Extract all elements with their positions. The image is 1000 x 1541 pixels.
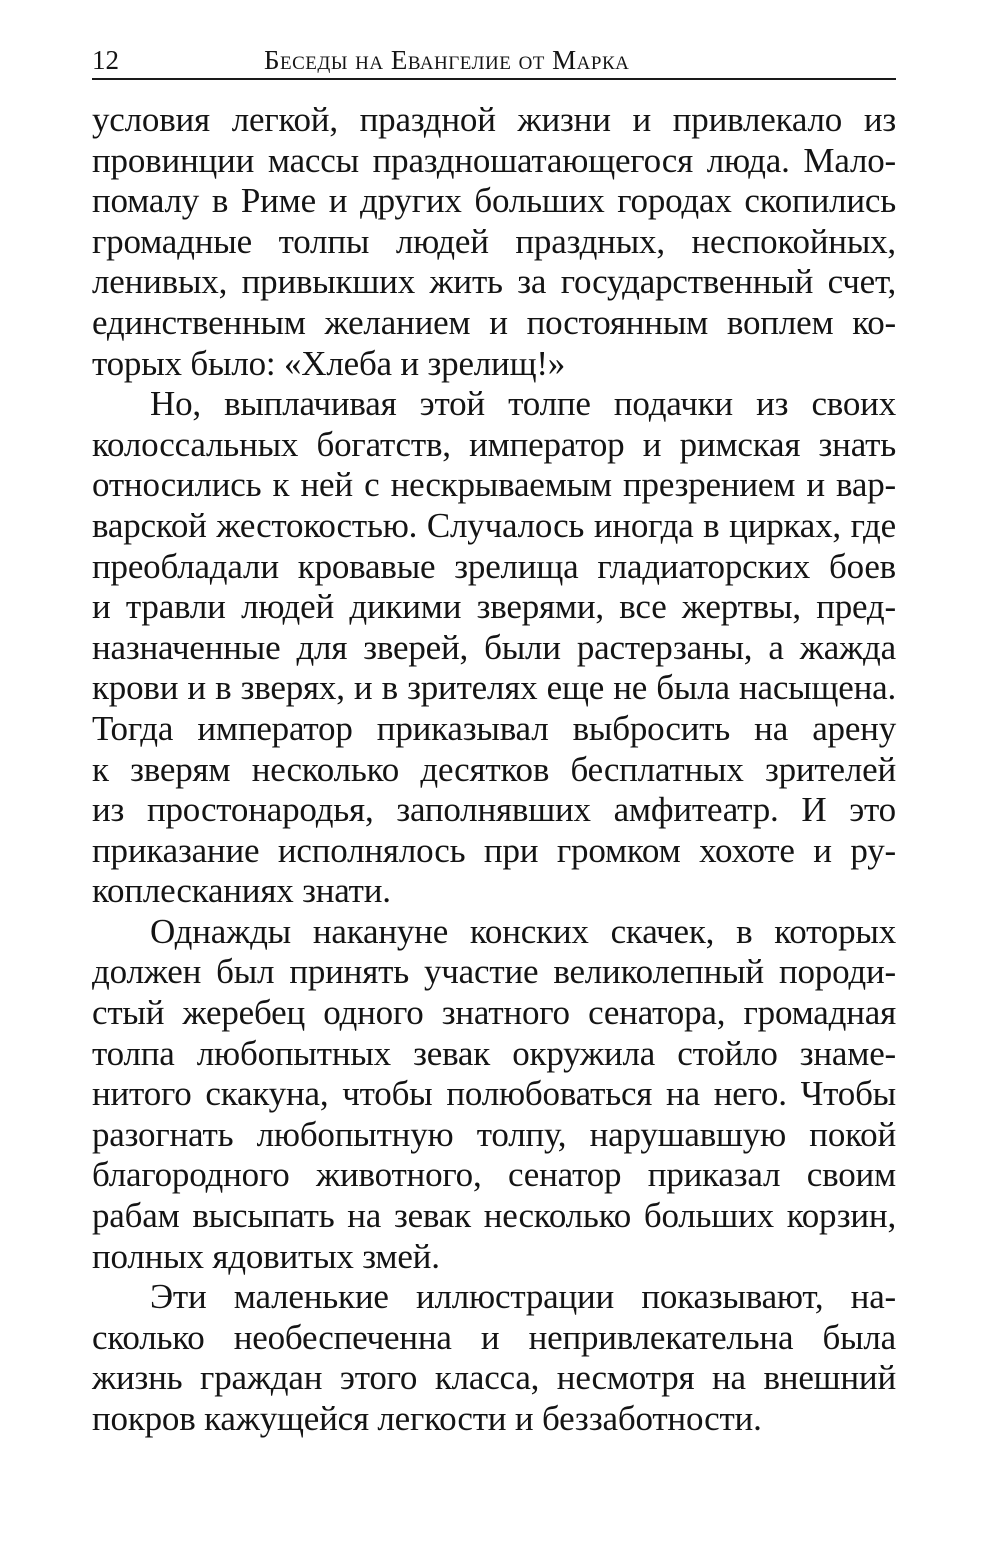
text-line: рабам высыпать на зевак несколько больших корзин, — [92, 1196, 896, 1236]
text-line: к зверям несколько десятков бесплатных зрителей — [92, 749, 896, 789]
text-line: условия легкой, праздной жизни и привлекало из — [92, 100, 896, 139]
text-line: толпа любопытных зевак окружила стойло знаме- — [92, 1033, 896, 1073]
paragraph — [92, 384, 896, 912]
text-line: коплесканиях знати. — [92, 871, 391, 911]
text-line: ленивых, привыкших жить за государственный счет, — [92, 262, 896, 302]
text-line: разогнать любопытную толпу, нарушавшую покой — [92, 1114, 896, 1154]
running-header — [92, 42, 896, 80]
text-line: Тогда император приказывал выбросить на арену — [92, 708, 896, 748]
paragraph — [92, 100, 896, 384]
text-line: колоссальных богатств, император и римская знать — [92, 424, 896, 464]
text-line: и травли людей дикими зверями, все жертвы, пред- — [92, 587, 896, 627]
text-line: покров кажущейся легкости и беззаботности. — [92, 1399, 762, 1438]
text-line: из простонародья, заполнявших амфитеатр. И это — [92, 790, 896, 830]
text-line: полных ядовитых змей. — [92, 1236, 440, 1276]
text-line: крови и в зверях, и в зрителях еще не была насыщена. — [92, 668, 896, 708]
text-line: жизнь граждан этого класса, несмотря на внешний — [92, 1358, 896, 1398]
paragraph — [92, 1277, 896, 1439]
text-line: провинции массы праздношатающегося люда. Мало- — [92, 140, 896, 180]
text-line: Но, выплачивая этой толпе подачки из своих — [150, 384, 896, 424]
text-line: помалу в Риме и других больших городах скопились — [92, 181, 896, 221]
text-line: относились к ней с нескрываемым презрением и вар- — [92, 465, 896, 505]
paragraph — [92, 912, 896, 1277]
body-text — [92, 100, 896, 1440]
text-line: должен был принять участие великолепный породи- — [92, 952, 896, 992]
text-line: Однажды накануне конских скачек, в которых — [150, 911, 896, 951]
text-line: благородного животного, сенатор приказал своим — [92, 1155, 896, 1195]
text-line: единственным желанием и постоянным воплем ко- — [92, 302, 896, 342]
text-line: приказание исполнялось при громком хохоте и ру- — [92, 830, 896, 870]
page-number: 12 — [92, 45, 119, 75]
text-line: назначенные для зверей, были растерзаны, а жажда — [92, 627, 896, 667]
text-line: торых было: «Хлеба и зрелищ!» — [92, 343, 566, 383]
book-page — [92, 42, 896, 1440]
text-line: громадные толпы людей праздных, неспокойных, — [92, 221, 896, 261]
text-line: нитого скакуна, чтобы полюбоваться на него. Чтобы — [92, 1074, 896, 1114]
text-line: стый жеребец одного знатного сенатора, громадная — [92, 993, 896, 1033]
book-title: Беседы на Евангелие от Марка — [264, 45, 630, 75]
text-line: варской жестокостью. Случалось иногда в цирках, где — [92, 505, 896, 545]
text-line: сколько необеспеченна и непривлекательна была — [92, 1317, 896, 1357]
text-line: преобладали кровавые зрелища гладиаторских боев — [92, 546, 896, 586]
text-line: Эти маленькие иллюстрации показывают, на- — [150, 1277, 896, 1317]
